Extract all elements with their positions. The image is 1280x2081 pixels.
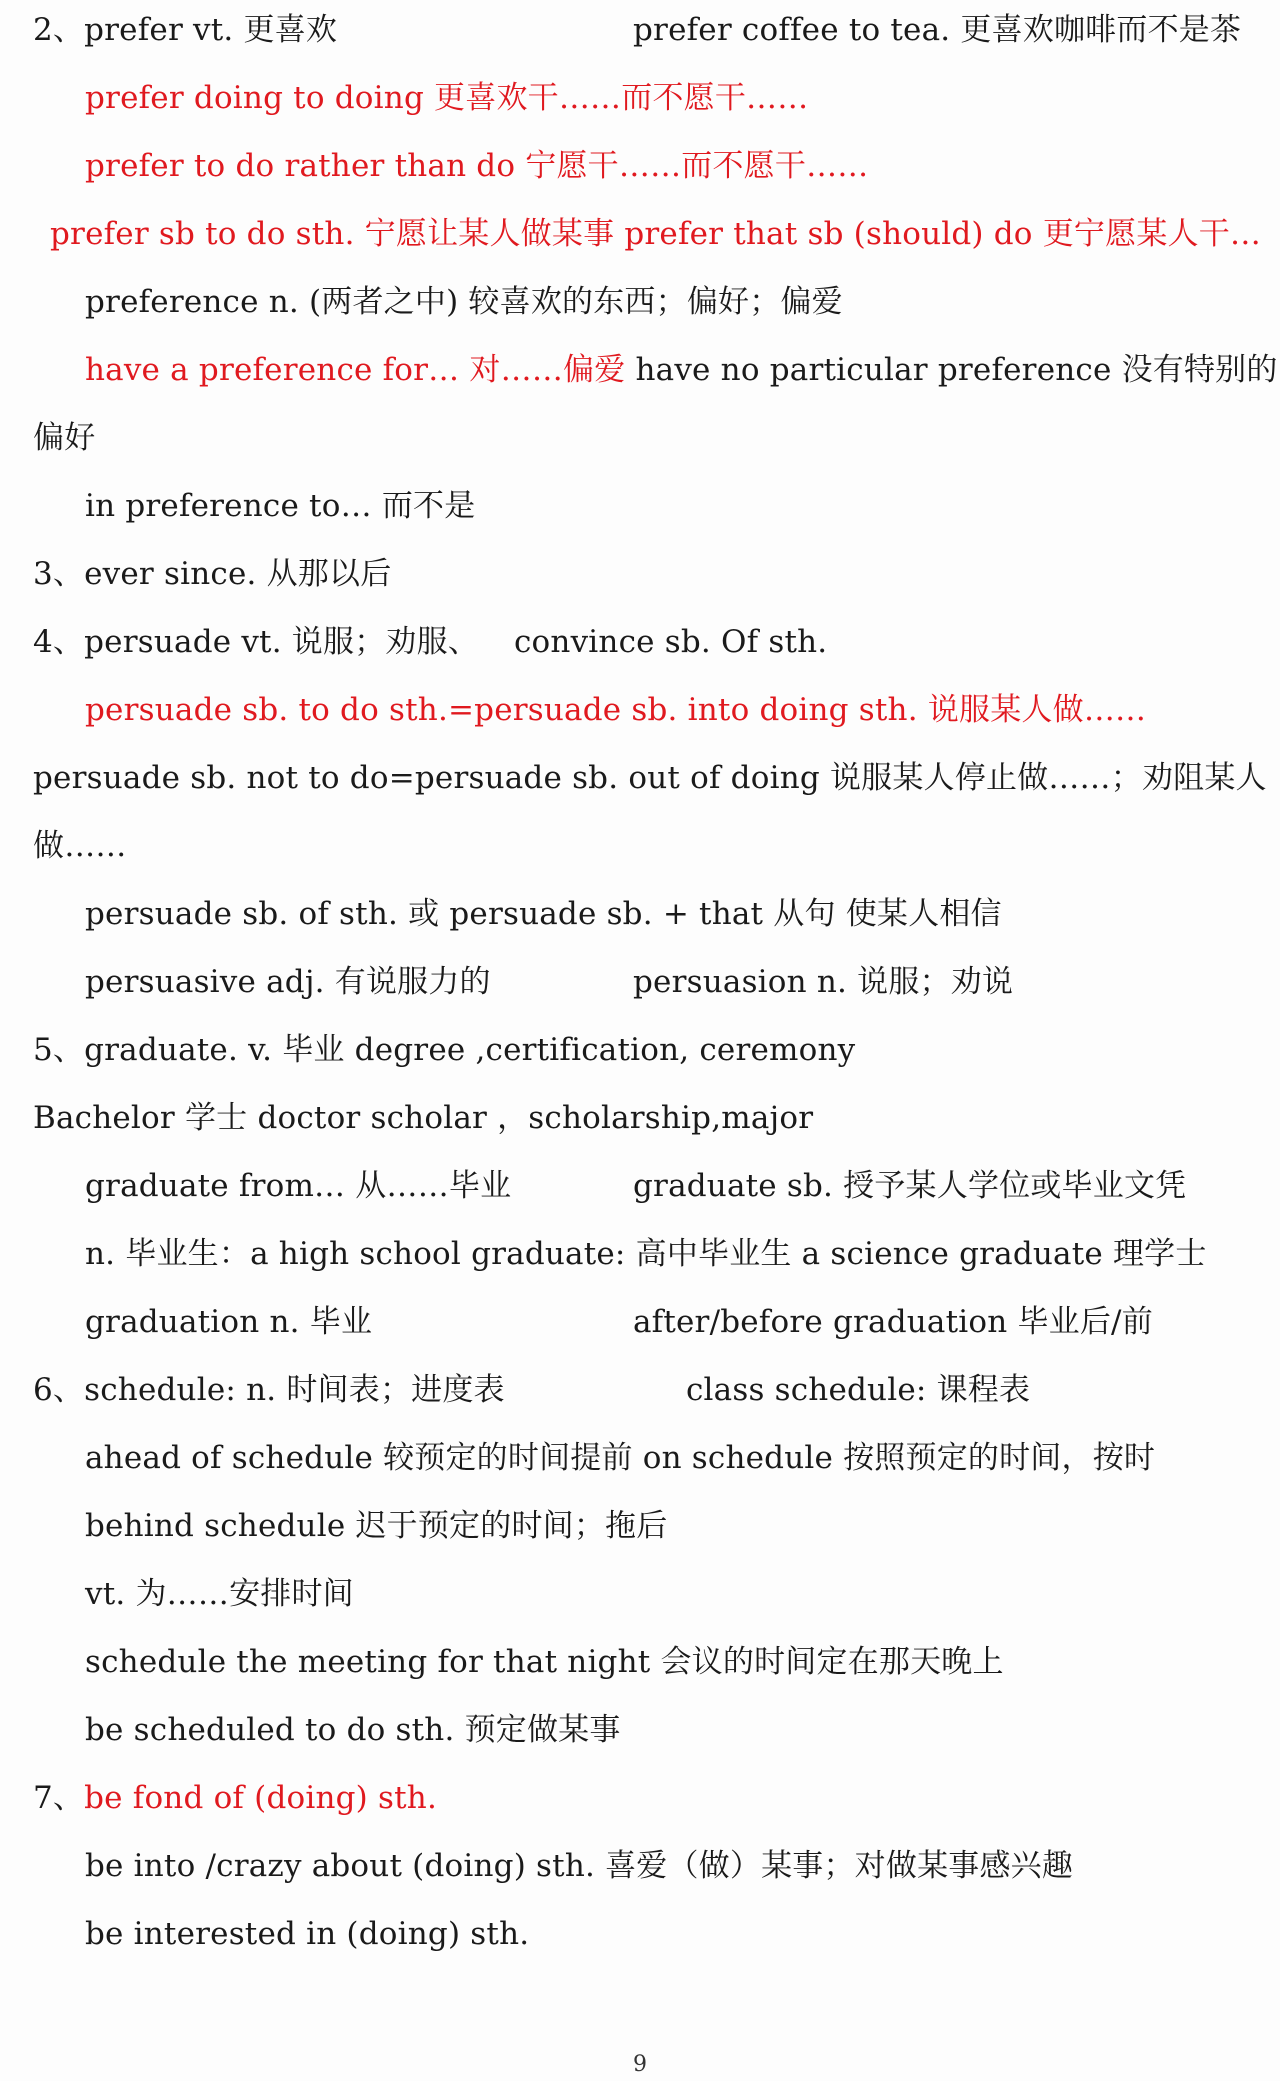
graduate-noun-definition: n. 毕业生：a high school graduate: 高中毕业生 a science graduate 理学士 [85, 1236, 1207, 1272]
entry-5-graduate: 5、graduate. v. 毕业 degree ,certification, ceremony [33, 1032, 856, 1068]
have-a-preference-phrase: have a preference for… 对……偏爱 [85, 352, 626, 388]
schedule-meeting-example: schedule the meeting for that night 会议的时间定在那天晚上 [85, 1644, 1004, 1680]
entry-3-ever-since: 3、ever since. 从那以后 [33, 556, 392, 592]
prefer-example: prefer coffee to tea. 更喜欢咖啡而不是茶 [633, 12, 1242, 48]
entry-7-fond-of [33, 1778, 437, 1818]
page-number: 9 [633, 2052, 647, 2077]
be-interested-in-phrase: be interested in (doing) sth. [85, 1916, 530, 1952]
after-before-graduation-phrase: after/before graduation 毕业后/前 [633, 1304, 1153, 1340]
preference-definition: preference n. (两者之中) 较喜欢的东西；偏好；偏爱 [85, 284, 843, 320]
persuade-continuation: 做…… [33, 828, 127, 864]
prefer-doing-phrase: prefer doing to doing 更喜欢干……而不愿干…… [85, 80, 809, 116]
schedule-verb-definition: vt. 为……安排时间 [85, 1576, 354, 1612]
entry-4-persuade: 4、persuade vt. 说服；劝服、 [33, 624, 480, 660]
no-particular-preference-phrase: have no particular preference 没有特别的 [625, 352, 1278, 388]
entry-2-prefer: 2、prefer vt. 更喜欢 [33, 12, 338, 48]
be-scheduled-phrase: be scheduled to do sth. 预定做某事 [85, 1712, 621, 1748]
entry-7-number: 7、 [33, 1780, 85, 1816]
preference-continuation: 偏好 [33, 420, 96, 456]
persuasive-definition: persuasive adj. 有说服力的 [85, 964, 491, 1000]
class-schedule-phrase: class schedule: 课程表 [686, 1372, 1031, 1408]
preference-phrases [85, 350, 1278, 390]
graduation-definition: graduation n. 毕业 [85, 1304, 373, 1340]
entry-6-schedule: 6、schedule: n. 时间表；进度表 [33, 1372, 505, 1408]
persuasion-definition: persuasion n. 说服；劝说 [633, 964, 1014, 1000]
be-fond-of-phrase: be fond of (doing) sth. [84, 1780, 438, 1816]
persuade-to-do-phrase: persuade sb. to do sth.=persuade sb. into doing sth. 说服某人做…… [85, 692, 1147, 728]
prefer-to-do-phrase: prefer to do rather than do 宁愿干……而不愿干…… [85, 148, 869, 184]
degree-vocabulary: Bachelor 学士 doctor scholar ，scholarship,major [33, 1100, 814, 1136]
be-into-phrase: be into /crazy about (doing) sth. 喜爱（做）某事；对做某事感兴趣 [85, 1848, 1074, 1884]
graduate-from-phrase: graduate from… 从……毕业 [85, 1168, 512, 1204]
behind-schedule-phrase: behind schedule 迟于预定的时间；拖后 [85, 1508, 668, 1544]
in-preference-to-phrase: in preference to… 而不是 [85, 488, 476, 524]
prefer-sb-phrase: prefer sb to do sth. 宁愿让某人做某事 prefer that sb (should) do 更宁愿某人干… [50, 216, 1262, 252]
convince-phrase: convince sb. Of sth. [514, 624, 828, 660]
ahead-of-schedule-phrase: ahead of schedule 较预定的时间提前 on schedule 按照预定的时间，按时 [85, 1440, 1156, 1476]
graduate-sb-phrase: graduate sb. 授予某人学位或毕业文凭 [633, 1168, 1187, 1204]
persuade-of-phrase: persuade sb. of sth. 或 persuade sb. + that 从句 使某人相信 [85, 896, 1002, 932]
persuade-not-to-do-phrase: persuade sb. not to do=persuade sb. out of doing 说服某人停止做……；劝阻某人 [33, 760, 1267, 796]
